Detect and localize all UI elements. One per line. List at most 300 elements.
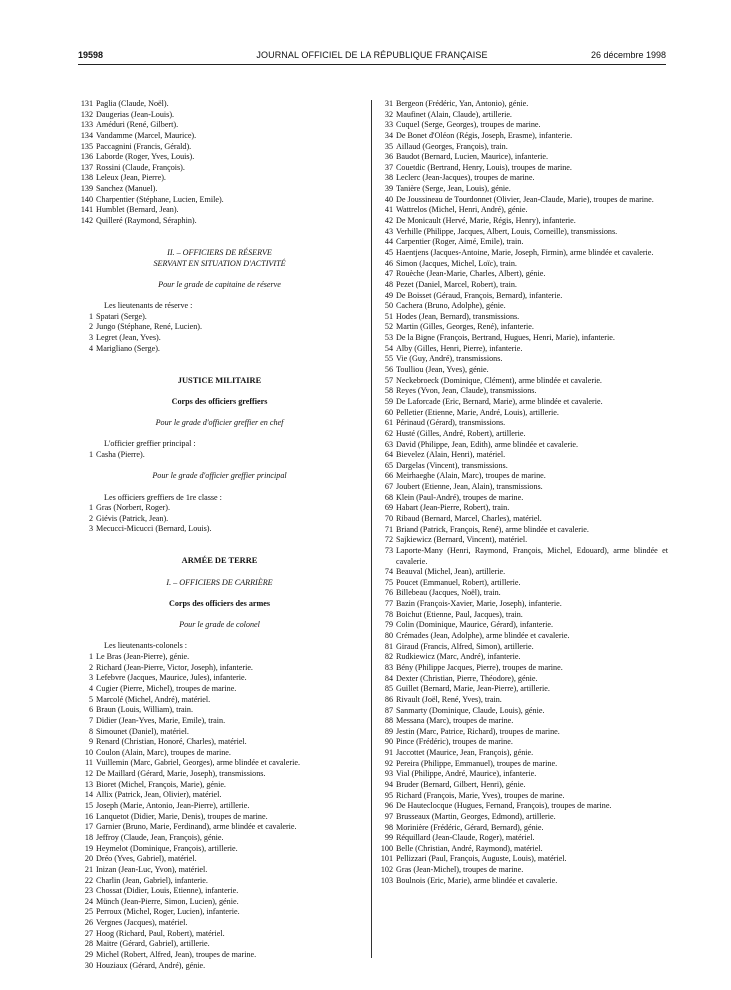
list-intro: Les lieutenants de réserve : bbox=[104, 301, 193, 311]
spacer bbox=[76, 237, 363, 248]
entry-text: Coulon (Alain, Marc), troupes de marine. bbox=[96, 747, 231, 757]
entry-number: 131 bbox=[80, 99, 93, 108]
section-heading: ARMÉE DE TERRE bbox=[181, 556, 258, 566]
entry-number: 42 bbox=[384, 216, 393, 226]
entry-number: 25 bbox=[84, 907, 93, 917]
entry-text: Briand (Patrick, François, René), arme blindée et cavalerie. bbox=[396, 524, 589, 534]
list-entry bbox=[376, 142, 668, 153]
list-entry bbox=[376, 99, 668, 110]
entry-number: 19 bbox=[84, 843, 93, 853]
section-heading: Pour le grade d'officier greffier principal bbox=[152, 471, 287, 481]
entry-number: 97 bbox=[384, 811, 393, 821]
spacer bbox=[76, 227, 363, 238]
list-entry bbox=[376, 440, 668, 451]
entry-number: 7 bbox=[88, 715, 93, 725]
list-entry bbox=[376, 684, 668, 695]
column-divider bbox=[371, 100, 372, 958]
entry-text: Jaccottet (Maurice, Jean, François), génie. bbox=[396, 748, 534, 758]
entry-text: Boulnois (Eric, Marie), arme blindée et cavalerie. bbox=[396, 875, 558, 885]
entry-number: 8 bbox=[88, 726, 93, 736]
entry-text: Le Bras (Jean-Pierre), génie. bbox=[96, 652, 190, 662]
entry-text: Guillet (Bernard, Marie, Jean-Pierre), artillerie. bbox=[396, 684, 550, 694]
entry-number: 37 bbox=[384, 162, 393, 172]
entry-text: Richard (Jean-Pierre, Victor, Joseph), infanterie. bbox=[96, 662, 253, 672]
list-entry bbox=[376, 706, 668, 717]
entry-number: 102 bbox=[380, 865, 393, 875]
entry-number: 86 bbox=[384, 694, 393, 704]
entry-number: 138 bbox=[80, 173, 93, 183]
list-entry bbox=[76, 865, 363, 876]
list-entry bbox=[376, 461, 668, 472]
entry-number: 38 bbox=[384, 173, 393, 183]
entry-text: Bergeon (Frédéric, Yan, Antonio), génie. bbox=[396, 99, 529, 108]
entry-text: Simon (Jacques, Michel, Loïc), train. bbox=[396, 258, 517, 268]
entry-number: 29 bbox=[84, 949, 93, 959]
list-entry bbox=[76, 854, 363, 865]
entry-number: 2 bbox=[88, 662, 93, 672]
entry-text: Carpentier (Roger, Aimé, Emile), train. bbox=[396, 237, 524, 247]
entry-text: Messana (Marc), troupes de marine. bbox=[396, 716, 514, 726]
list-entry bbox=[376, 184, 668, 195]
list-entry bbox=[376, 674, 668, 685]
entry-number: 5 bbox=[88, 694, 93, 704]
list-entry bbox=[376, 280, 668, 291]
list-entry bbox=[76, 216, 363, 227]
entry-number: 98 bbox=[384, 822, 393, 832]
entry-number: 134 bbox=[80, 130, 93, 140]
entry-text: Toulliou (Jean, Yves), génie. bbox=[396, 365, 489, 375]
entry-number: 23 bbox=[84, 886, 93, 896]
page-number: 19598 bbox=[78, 50, 104, 60]
entry-text: Casha (Pierre). bbox=[96, 450, 145, 459]
entry-number: 16 bbox=[84, 811, 93, 821]
entry-text: Daugerias (Jean-Louis). bbox=[96, 109, 175, 119]
entry-number: 1 bbox=[88, 652, 93, 662]
list-entry bbox=[376, 482, 668, 493]
entry-text: Inizan (Jean-Luc, Yvon), matériel. bbox=[96, 864, 208, 874]
list-entry bbox=[76, 322, 363, 333]
entry-number: 80 bbox=[384, 631, 393, 641]
entry-number: 41 bbox=[384, 205, 393, 215]
entry-text: Habart (Jean-Pierre, Robert), train. bbox=[396, 503, 510, 513]
entry-text: Didier (Jean-Yves, Marie, Emile), train. bbox=[96, 715, 226, 725]
list-entry bbox=[376, 301, 668, 312]
list-entry bbox=[376, 748, 668, 759]
entry-number: 139 bbox=[80, 184, 93, 194]
list-entry bbox=[376, 801, 668, 812]
entry-number: 94 bbox=[384, 780, 393, 789]
list-entry bbox=[376, 642, 668, 653]
entry-number: 63 bbox=[384, 439, 393, 449]
list-entry bbox=[76, 897, 363, 908]
list-entry bbox=[376, 578, 668, 589]
list-entry bbox=[376, 354, 668, 365]
list-entry bbox=[76, 173, 363, 184]
entry-text: Reyes (Yvon, Jean, Claude), transmissions. bbox=[396, 386, 537, 396]
list-entry bbox=[376, 291, 668, 302]
entry-number: 13 bbox=[84, 779, 93, 789]
entry-text: Heymelot (Dominique, François), artillerie. bbox=[96, 843, 238, 853]
list-entry bbox=[376, 737, 668, 748]
list-entry bbox=[76, 142, 363, 153]
list-entry bbox=[76, 673, 363, 684]
entry-number: 39 bbox=[384, 184, 393, 194]
list-intro: Les lieutenants-colonels : bbox=[104, 641, 188, 651]
list-entry bbox=[76, 205, 363, 216]
spacer bbox=[76, 631, 363, 642]
entry-text: Meirhaeghe (Alain, Marc), troupes de marine. bbox=[396, 471, 546, 481]
entry-number: 4 bbox=[88, 343, 93, 353]
entry-number: 50 bbox=[384, 301, 393, 311]
entry-number: 103 bbox=[380, 875, 393, 885]
entry-text: Michel (Robert, Alfred, Jean), troupes de marine. bbox=[96, 949, 257, 959]
list-entry bbox=[76, 120, 363, 131]
entry-text: Haentjens (Jacques-Antoine, Marie, Joseph, Firmin), arme blindée et cavalerie. bbox=[396, 247, 654, 257]
list-entry bbox=[76, 758, 363, 769]
entry-text: Laborde (Roger, Yves, Louis). bbox=[96, 152, 195, 162]
entry-number: 96 bbox=[384, 801, 393, 811]
entry-text: Rouèche (Jean-Marie, Charles, Albert), génie. bbox=[396, 269, 546, 279]
entry-number: 93 bbox=[384, 769, 393, 779]
entry-number: 57 bbox=[384, 375, 393, 385]
section-heading: Pour le grade de capitaine de réserve bbox=[158, 279, 281, 289]
entry-number: 82 bbox=[384, 652, 393, 662]
entry-number: 137 bbox=[80, 162, 93, 172]
entry-number: 54 bbox=[384, 343, 393, 353]
entry-number: 24 bbox=[84, 896, 93, 906]
entry-text: Charpentier (Stéphane, Lucien, Emile). bbox=[96, 194, 224, 204]
entry-text: Leleux (Jean, Pierre). bbox=[96, 173, 166, 183]
entry-text: Vuillemin (Marc, Gabriel, Georges), arme blindée et cavalerie. bbox=[96, 758, 300, 768]
entry-text: Gras (Norbert, Roger). bbox=[96, 503, 171, 513]
entry-number: 73 bbox=[384, 545, 393, 555]
list-entry bbox=[76, 163, 363, 174]
spacer bbox=[76, 407, 363, 418]
entry-text: Verhille (Philippe, Jacques, Albert, Louis, Corneille), transmissions. bbox=[396, 226, 618, 236]
list-entry bbox=[76, 524, 363, 535]
list-entry bbox=[76, 833, 363, 844]
entry-text: Hoog (Richard, Paul, Robert), matériel. bbox=[96, 928, 225, 938]
list-entry bbox=[376, 514, 668, 525]
entry-text: Charlin (Jean, Gabriel), infanterie. bbox=[96, 875, 208, 885]
entry-number: 59 bbox=[384, 396, 393, 406]
entry-text: Dréo (Yves, Gabriel), matériel. bbox=[96, 854, 197, 864]
list-entry bbox=[76, 886, 363, 897]
entry-number: 3 bbox=[88, 333, 93, 343]
entry-text: De Maillard (Gérard, Marie, Joseph), transmissions. bbox=[96, 769, 266, 779]
list-entry bbox=[376, 471, 668, 482]
entry-number: 81 bbox=[384, 641, 393, 651]
entry-text: Rivault (Joël, René, Yves), train. bbox=[396, 694, 502, 704]
list-entry bbox=[76, 110, 363, 121]
list-entry bbox=[376, 216, 668, 227]
spacer bbox=[76, 269, 363, 280]
entry-text: De la Bigne (François, Bertrand, Hugues, Henri, Marie), infanterie. bbox=[396, 333, 615, 343]
list-entry bbox=[76, 312, 363, 323]
list-entry bbox=[76, 950, 363, 961]
entry-number: 99 bbox=[384, 833, 393, 843]
entry-text: Colin (Dominique, Maurice, Gérard), infanterie. bbox=[396, 620, 554, 630]
entry-number: 1 bbox=[88, 503, 93, 513]
entry-text: Sanchez (Manuel). bbox=[96, 184, 158, 194]
entry-text: Joubert (Etienne, Jean, Alain), transmissions. bbox=[396, 482, 543, 492]
entry-text: Cachera (Bruno, Adolphe), génie. bbox=[396, 301, 506, 311]
list-entry bbox=[376, 397, 668, 408]
entry-text: Brusseaux (Martin, Georges, Edmond), artillerie. bbox=[396, 811, 556, 821]
entry-number: 46 bbox=[384, 258, 393, 268]
entry-text: Cuquel (Serge, Georges), troupes de marine. bbox=[396, 120, 541, 130]
entry-number: 34 bbox=[384, 130, 393, 140]
list-entry bbox=[376, 131, 668, 142]
entry-text: Pezet (Daniel, Marcel, Robert), train. bbox=[396, 279, 517, 289]
entry-text: Klein (Paul-André), troupes de marine. bbox=[396, 492, 524, 502]
issue-date: 26 décembre 1998 bbox=[590, 50, 666, 60]
entry-text: Vial (Philippe, André, Maurice), infanterie. bbox=[396, 769, 537, 779]
entry-text: Mecucci-Micucci (Bernard, Louis). bbox=[96, 524, 212, 534]
entry-text: Rudkiewicz (Marc, André), infanterie. bbox=[396, 652, 521, 662]
entry-number: 27 bbox=[84, 928, 93, 938]
list-entry bbox=[376, 205, 668, 216]
entry-text: Bievelez (Alain, Henri), matériel. bbox=[396, 450, 506, 460]
entry-number: 56 bbox=[384, 365, 393, 375]
entry-text: Bioret (Michel, François, Marie), génie. bbox=[96, 779, 226, 789]
list-entry bbox=[76, 907, 363, 918]
list-entry bbox=[376, 173, 668, 184]
list-entry bbox=[376, 429, 668, 440]
entry-number: 101 bbox=[380, 854, 393, 864]
list-entry bbox=[76, 812, 363, 823]
entry-text: Bény (Philippe Jacques, Pierre), troupes de marine. bbox=[396, 662, 563, 672]
entry-text: Marigliano (Serge). bbox=[96, 343, 160, 353]
list-entry bbox=[76, 333, 363, 344]
list-entry bbox=[376, 120, 668, 131]
entry-text: De Laforcade (Eric, Bernard, Marie), arme blindée et cavalerie. bbox=[396, 396, 603, 406]
list-entry bbox=[376, 716, 668, 727]
spacer bbox=[76, 567, 363, 578]
list-entry bbox=[376, 269, 668, 280]
entry-number: 90 bbox=[384, 737, 393, 747]
entry-number: 28 bbox=[84, 939, 93, 949]
right-column bbox=[376, 99, 668, 886]
entry-number: 48 bbox=[384, 279, 393, 289]
entry-number: 64 bbox=[384, 450, 393, 460]
list-entry bbox=[76, 727, 363, 738]
entry-number: 14 bbox=[84, 790, 93, 800]
entry-text: Bazin (François-Xavier, Marie, Joseph), infanterie. bbox=[396, 599, 562, 609]
list-entry bbox=[76, 929, 363, 940]
list-entry bbox=[376, 365, 668, 376]
section-heading: Corps des officiers greffiers bbox=[171, 396, 268, 406]
list-entry bbox=[76, 152, 363, 163]
section-heading: Pour le grade d'officier greffier en chef bbox=[155, 418, 284, 428]
entry-number: 69 bbox=[384, 503, 393, 513]
list-entry bbox=[376, 567, 668, 578]
list-entry bbox=[376, 322, 668, 333]
list-entry bbox=[376, 844, 668, 855]
entry-number: 51 bbox=[384, 311, 393, 321]
entry-number: 11 bbox=[85, 758, 93, 768]
entry-number: 58 bbox=[384, 386, 393, 396]
entry-text: Münch (Jean-Pierre, Simon, Lucien), génie. bbox=[96, 896, 239, 906]
list-intro: Les officiers greffiers de 1re classe : bbox=[104, 492, 222, 502]
list-entry bbox=[76, 716, 363, 727]
list-entry bbox=[76, 918, 363, 929]
list-entry bbox=[76, 663, 363, 674]
entry-text: Cugier (Pierre, Michel), troupes de marine. bbox=[96, 683, 237, 693]
entry-number: 3 bbox=[88, 524, 93, 534]
entry-number: 68 bbox=[384, 492, 393, 502]
entry-text: Alby (Gilles, Henri, Pierre), infanterie. bbox=[396, 343, 523, 353]
entry-number: 9 bbox=[88, 737, 93, 747]
entry-number: 32 bbox=[384, 109, 393, 119]
section-heading: JUSTICE MILITAIRE bbox=[177, 375, 262, 385]
entry-number: 12 bbox=[84, 769, 93, 779]
entry-number: 61 bbox=[384, 418, 393, 428]
entry-number: 33 bbox=[384, 120, 393, 130]
entry-number: 18 bbox=[84, 832, 93, 842]
list-entry bbox=[76, 99, 363, 110]
entry-text: Wattrelos (Michel, Henri, André), génie. bbox=[396, 205, 528, 215]
entry-text: De Monicault (Hervé, Marie, Régis, Henry), infanterie. bbox=[396, 216, 576, 226]
entry-text: Poucet (Emmanuel, Robert), artillerie. bbox=[396, 577, 521, 587]
list-entry bbox=[376, 599, 668, 610]
entry-text: Simounet (Daniel), matériel. bbox=[96, 726, 189, 736]
entry-number: 31 bbox=[384, 99, 393, 108]
list-entry bbox=[76, 184, 363, 195]
entry-number: 89 bbox=[384, 726, 393, 736]
entry-number: 71 bbox=[384, 524, 393, 534]
list-entry bbox=[376, 163, 668, 174]
left-column bbox=[76, 99, 363, 971]
spacer bbox=[76, 386, 363, 397]
list-entry bbox=[76, 748, 363, 759]
entry-text: Ribaud (Bernard, Marcel, Charles), matériel. bbox=[396, 513, 542, 523]
entry-text: Chossat (Didier, Louis, Etienne), infanterie. bbox=[96, 886, 239, 896]
list-entry bbox=[376, 493, 668, 504]
list-entry bbox=[376, 535, 668, 546]
entry-number: 2 bbox=[88, 322, 93, 332]
list-entry bbox=[376, 546, 668, 567]
entry-number: 2 bbox=[88, 513, 93, 523]
entry-text: Martin (Gilles, Georges, René), infanterie. bbox=[396, 322, 534, 332]
list-entry bbox=[76, 822, 363, 833]
section-heading: Pour le grade de colonel bbox=[179, 620, 260, 630]
entry-text: Vandamme (Marcel, Maurice). bbox=[96, 130, 197, 140]
entry-text: Garnier (Bruno, Marie, Ferdinand), arme blindée et cavalerie. bbox=[96, 822, 297, 832]
entry-number: 1 bbox=[88, 450, 93, 459]
entry-text: Crémades (Jean, Adolphe), arme blindée et cavalerie. bbox=[396, 631, 570, 641]
entry-number: 77 bbox=[384, 599, 393, 609]
entry-text: Aillaud (Georges, François), train. bbox=[396, 141, 508, 151]
entry-text: Gras (Jean-Michel), troupes de marine. bbox=[396, 865, 524, 875]
list-entry bbox=[76, 503, 363, 514]
entry-number: 65 bbox=[384, 460, 393, 470]
entry-text: Vie (Guy, André), transmissions. bbox=[396, 354, 503, 364]
entry-text: Périnaud (Gérard), transmissions. bbox=[396, 418, 506, 428]
entry-number: 44 bbox=[384, 237, 393, 247]
entry-number: 21 bbox=[84, 864, 93, 874]
section-heading: I. – OFFICIERS DE CARRIÈRE bbox=[166, 577, 273, 587]
entry-number: 30 bbox=[84, 960, 93, 970]
list-entry bbox=[376, 248, 668, 259]
spacer bbox=[76, 546, 363, 557]
list-entry bbox=[376, 227, 668, 238]
list-entry bbox=[76, 939, 363, 950]
section-heading: II. – OFFICIERS DE RÉSERVE bbox=[167, 247, 272, 257]
entry-number: 66 bbox=[384, 471, 393, 481]
entry-text: De Boisset (Géraud, François, Bernard), infanterie. bbox=[396, 290, 563, 300]
entry-number: 74 bbox=[384, 567, 393, 577]
entry-number: 135 bbox=[80, 141, 93, 151]
list-entry bbox=[376, 695, 668, 706]
list-entry bbox=[376, 865, 668, 876]
entry-number: 79 bbox=[384, 620, 393, 630]
list-entry bbox=[376, 408, 668, 419]
list-entry bbox=[376, 780, 668, 791]
entry-number: 52 bbox=[384, 322, 393, 332]
list-entry bbox=[376, 588, 668, 599]
section-heading: Corps des officiers des armes bbox=[168, 598, 271, 608]
entry-text: Couetdic (Bertrand, Henry, Louis), troupes de marine. bbox=[396, 162, 572, 172]
spacer bbox=[76, 588, 363, 599]
entry-number: 1 bbox=[88, 311, 93, 321]
list-entry bbox=[376, 344, 668, 355]
entry-number: 76 bbox=[384, 588, 393, 598]
list-entry bbox=[376, 791, 668, 802]
entry-text: Jungo (Stéphane, René, Lucien). bbox=[96, 322, 203, 332]
entry-text: De Hauteclocque (Hugues, Fernand, François), troupes de marine. bbox=[396, 801, 612, 811]
list-entry bbox=[376, 333, 668, 344]
list-entry bbox=[376, 450, 668, 461]
spacer bbox=[76, 610, 363, 621]
entry-text: Houziaux (Gérard, André), génie. bbox=[96, 960, 206, 970]
entry-number: 45 bbox=[384, 247, 393, 257]
entry-text: Vergnes (Jacques), matériel. bbox=[96, 918, 188, 928]
spacer bbox=[76, 429, 363, 440]
list-entry bbox=[76, 705, 363, 716]
entry-number: 83 bbox=[384, 662, 393, 672]
entry-text: Améduri (René, Gilbert). bbox=[96, 120, 179, 130]
list-entry bbox=[76, 695, 363, 706]
entry-text: Neckebroeck (Dominique, Clément), arme blindée et cavalerie. bbox=[396, 375, 602, 385]
entry-text: Dexter (Christian, Pierre, Théodore), génie. bbox=[396, 673, 538, 683]
entry-text: Spatari (Serge). bbox=[96, 311, 147, 321]
entry-number: 62 bbox=[384, 428, 393, 438]
list-entry bbox=[76, 769, 363, 780]
list-entry bbox=[76, 514, 363, 525]
list-entry bbox=[376, 503, 668, 514]
entry-text: Lanquetot (Didier, Marie, Denis), troupes de marine. bbox=[96, 811, 268, 821]
spacer bbox=[76, 535, 363, 546]
entry-text: Pereira (Philippe, Emmanuel), troupes de marine. bbox=[396, 758, 558, 768]
list-entry bbox=[76, 737, 363, 748]
entry-text: Réquillard (Jean-Claude, Roger), matériel. bbox=[396, 833, 535, 843]
entry-text: Perroux (Michel, Roger, Lucien), infanterie. bbox=[96, 907, 240, 917]
entry-text: Morinière (Frédéric, Gérard, Bernard), génie. bbox=[396, 822, 544, 832]
entry-text: Marcolé (Michel, André), matériel. bbox=[96, 694, 211, 704]
spacer bbox=[76, 482, 363, 493]
list-entry bbox=[376, 418, 668, 429]
list-entry bbox=[376, 759, 668, 770]
entry-text: Maitre (Gérard, Gabriel), artillerie. bbox=[96, 939, 210, 949]
entry-text: De Joussineau de Tourdonnet (Olivier, Jean-Claude, Marie), troupes de marine. bbox=[396, 194, 654, 204]
list-entry bbox=[376, 525, 668, 536]
entry-text: Giraud (Francis, Alfred, Simon), artillerie. bbox=[396, 641, 534, 651]
entry-number: 100 bbox=[380, 843, 393, 853]
entry-text: Dargelas (Vincent), transmissions. bbox=[396, 460, 508, 470]
list-entry bbox=[76, 195, 363, 206]
entry-number: 91 bbox=[384, 748, 393, 758]
